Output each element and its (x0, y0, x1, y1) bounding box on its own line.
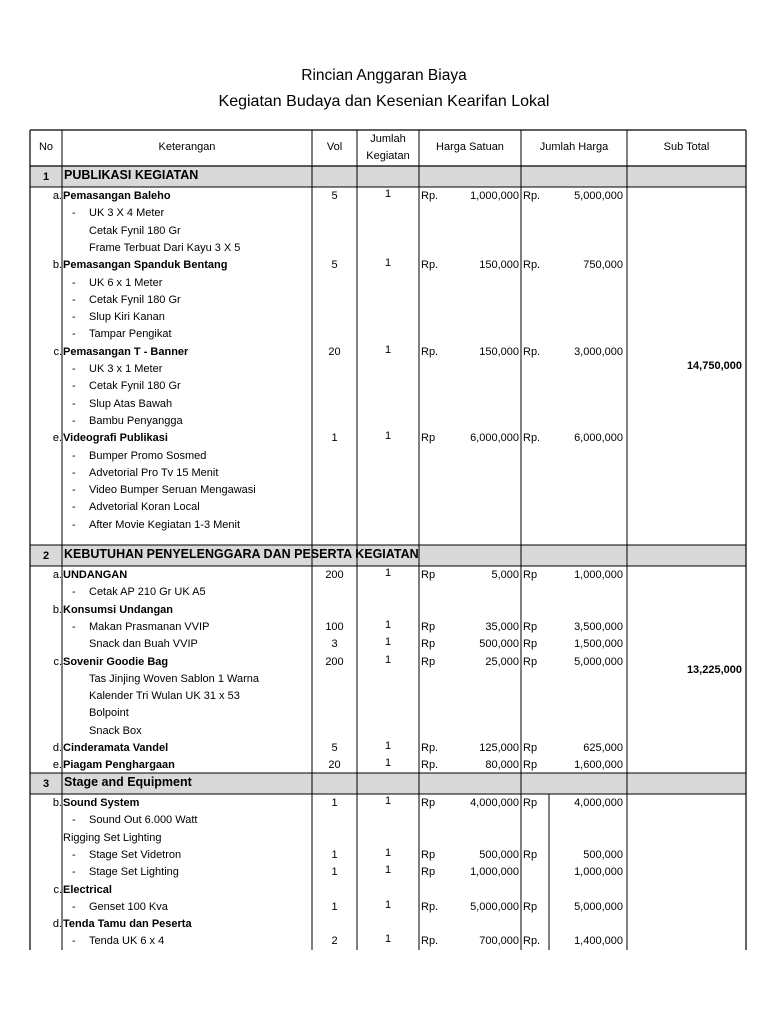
currency-label: Rp. (421, 759, 439, 772)
currency-label: Rp (523, 655, 538, 668)
header-jumlah-kegiatan-2: Kegiatan (366, 150, 410, 162)
item-letter: a. (52, 569, 62, 581)
bullet-dash: - (72, 466, 76, 479)
sub-item-label: Stage Set Videtron (89, 848, 182, 861)
bullet-dash: - (72, 935, 76, 948)
sub-item-label: Bambu Penyangga (89, 414, 183, 427)
item-label: UNDANGAN (63, 569, 128, 581)
jumlah-kegiatan-value: 1 (384, 567, 392, 579)
vol-value: 5 (331, 259, 338, 272)
sub-item-label: UK 3 x 1 Meter (89, 363, 163, 375)
sub-item-label: Frame Terbuat Dari Kayu 3 X 5 (89, 241, 241, 254)
item-label: Pemasangan T - Banner (63, 345, 189, 358)
sub-item-label: Tas Jinjing Woven Sablon 1 Warna (89, 672, 259, 685)
sub-item-label: Cetak Fynil 180 Gr (89, 380, 181, 393)
sub-item-label: Bumper Promo Sosmed (89, 449, 207, 462)
currency-label: Rp. (523, 432, 541, 445)
jumlah-kegiatan-value: 1 (384, 653, 392, 666)
currency-label: Rp (421, 866, 436, 879)
item-letter: d. (52, 742, 62, 754)
item-label: Pemasangan Spanduk Bentang (63, 259, 228, 272)
harga-satuan-value: 6,000,000 (470, 432, 519, 445)
item-letter: e. (52, 432, 62, 445)
sub-item-label: Cetak Fynil 180 Gr (89, 224, 181, 237)
jumlah-harga-value: 5,000,000 (574, 190, 623, 202)
sub-item-label: After Movie Kegiatan 1-3 Menit (89, 518, 241, 531)
harga-satuan-value: 500,000 (479, 638, 519, 651)
item-letter: b. (52, 259, 62, 272)
sub-item-label: Sound Out 6.000 Watt (89, 814, 198, 827)
sub-item-label: Kalender Tri Wulan UK 31 x 53 (89, 690, 240, 703)
jumlah-harga-value: 1,400,000 (574, 935, 623, 948)
currency-label: Rp (523, 638, 538, 651)
section-number: 2 (42, 550, 50, 562)
vol-value: 200 (325, 569, 344, 581)
sub-total-value: 14,750,000 (686, 360, 742, 372)
jumlah-harga-value: 625,000 (583, 742, 623, 754)
item-label: Cinderamata Vandel (63, 742, 169, 754)
jumlah-harga-value: 1,600,000 (574, 759, 623, 772)
currency-label: Rp (421, 848, 436, 861)
currency-label: Rp. (523, 935, 541, 948)
bullet-dash: - (72, 866, 76, 879)
bullet-dash: - (72, 484, 76, 497)
bullet-dash: - (72, 328, 76, 341)
sub-total-value: 13,225,000 (686, 663, 742, 676)
jumlah-kegiatan-value: 1 (384, 898, 392, 911)
section-title: KEBUTUHAN PENYELENGGARA DAN PESERTA KEGIATAN (64, 547, 419, 561)
item-letter: c. (53, 883, 62, 896)
vol-value: 20 (328, 345, 341, 358)
item-letter: b. (52, 603, 62, 616)
bullet-dash: - (72, 276, 76, 289)
item-letter: a. (52, 190, 62, 202)
section-title: Stage and Equipment (64, 775, 192, 789)
harga-satuan-value: 150,000 (479, 259, 519, 272)
vol-value: 1 (331, 866, 338, 879)
item-letter: d. (52, 918, 62, 931)
currency-label: Rp. (523, 190, 541, 202)
currency-label: Rp. (421, 190, 439, 202)
header-jumlah-kegiatan-1: Jumlah (370, 133, 406, 145)
header-vol: Vol (326, 141, 343, 153)
sub-item-label: Tampar Pengikat (89, 328, 172, 341)
harga-satuan-value: 500,000 (479, 848, 519, 861)
harga-satuan-value: 125,000 (479, 742, 519, 754)
vol-value: 2 (331, 935, 338, 948)
vol-value: 1 (331, 432, 338, 445)
jumlah-kegiatan-value: 1 (384, 757, 392, 770)
item-label: Electrical (63, 883, 112, 896)
bullet-dash: - (72, 620, 76, 633)
jumlah-kegiatan-value: 1 (384, 188, 392, 200)
bullet-dash: - (72, 848, 76, 861)
jumlah-kegiatan-value: 1 (384, 846, 392, 859)
sub-item-label: Stage Set Lighting (89, 866, 179, 879)
currency-label: Rp (421, 655, 436, 668)
item-label: Pemasangan Baleho (63, 190, 171, 202)
vol-value: 20 (328, 759, 341, 772)
currency-label: Rp (523, 742, 538, 754)
document-subtitle: Kegiatan Budaya dan Kesenian Kearifan Lokal (218, 93, 550, 110)
item-letter: b. (52, 797, 62, 809)
bullet-dash: - (72, 311, 76, 324)
sub-item-label: Bolpoint (89, 707, 129, 720)
jumlah-harga-value: 3,000,000 (574, 345, 623, 358)
section-number: 1 (42, 171, 50, 183)
bullet-dash: - (72, 518, 76, 531)
item-label: Sovenir Goodie Bag (63, 655, 169, 668)
currency-label: Rp (421, 638, 436, 651)
currency-label: Rp (523, 569, 538, 581)
currency-label: Rp. (421, 900, 439, 913)
jumlah-harga-value: 500,000 (583, 848, 623, 861)
currency-label: Rp (523, 900, 538, 913)
jumlah-kegiatan-value: 1 (384, 933, 392, 946)
jumlah-harga-value: 4,000,000 (574, 797, 623, 809)
currency-label: Rp (523, 848, 538, 861)
jumlah-kegiatan-value: 1 (384, 864, 392, 877)
jumlah-kegiatan-value: 1 (384, 740, 392, 752)
item-label: Sound System (63, 797, 140, 809)
sub-item-label: Rigging Set Lighting (63, 831, 162, 844)
harga-satuan-value: 5,000 (491, 569, 519, 581)
jumlah-kegiatan-value: 1 (384, 618, 392, 631)
header-harga-satuan: Harga Satuan (436, 141, 504, 153)
jumlah-harga-value: 1,000,000 (574, 569, 623, 581)
section-number: 3 (42, 778, 50, 790)
header-keterangan: Keterangan (158, 141, 216, 153)
bullet-dash: - (72, 207, 76, 220)
harga-satuan-value: 1,000,000 (470, 190, 519, 202)
section-title: PUBLIKASI KEGIATAN (64, 168, 199, 182)
currency-label: Rp (523, 759, 538, 772)
currency-label: Rp (523, 620, 538, 633)
sub-item-label: Makan Prasmanan VVIP (89, 620, 210, 633)
sub-item-label: Advetorial Koran Local (89, 501, 200, 514)
vol-value: 200 (325, 655, 344, 668)
bullet-dash: - (72, 414, 76, 427)
header-no: No (38, 141, 54, 153)
sub-item-label: Advetorial Pro Tv 15 Menit (89, 466, 219, 479)
currency-label: Rp. (421, 742, 439, 754)
document-title: Rincian Anggaran Biaya (301, 67, 467, 84)
bullet-dash: - (72, 501, 76, 514)
item-label: Piagam Penghargaan (63, 759, 175, 772)
harga-satuan-value: 1,000,000 (470, 866, 519, 879)
vol-value: 100 (325, 620, 344, 633)
bullet-dash: - (72, 814, 76, 827)
vol-value: 1 (331, 900, 338, 913)
harga-satuan-value: 5,000,000 (470, 900, 519, 913)
currency-label: Rp (421, 620, 436, 633)
sub-item-label: Cetak AP 210 Gr UK A5 (89, 586, 206, 599)
jumlah-kegiatan-value: 1 (384, 257, 392, 270)
currency-label: Rp. (421, 259, 439, 272)
sub-item-label: Slup Atas Bawah (89, 397, 173, 410)
bullet-dash: - (72, 293, 76, 306)
header-sub-total: Sub Total (663, 141, 710, 153)
currency-label: Rp. (421, 345, 439, 358)
jumlah-kegiatan-value: 1 (384, 636, 392, 649)
jumlah-harga-value: 3,500,000 (574, 620, 623, 633)
currency-label: Rp (523, 797, 538, 809)
jumlah-kegiatan-value: 1 (384, 430, 392, 443)
item-letter: c. (53, 655, 62, 668)
jumlah-harga-value: 1,000,000 (574, 866, 623, 879)
item-label: Tenda Tamu dan Peserta (63, 918, 192, 931)
item-label: Videografi Publikasi (63, 432, 168, 445)
bullet-dash: - (72, 900, 76, 913)
bullet-dash: - (72, 449, 76, 462)
item-letter: e. (52, 759, 62, 772)
jumlah-kegiatan-value: 1 (384, 795, 392, 807)
currency-label: Rp. (523, 259, 541, 272)
currency-label: Rp. (523, 345, 541, 358)
sub-item-label: Tenda UK 6 x 4 (89, 935, 165, 948)
harga-satuan-value: 35,000 (485, 620, 519, 633)
harga-satuan-value: 700,000 (479, 935, 519, 948)
sub-item-label: Snack dan Buah VVIP (89, 638, 198, 651)
harga-satuan-value: 150,000 (479, 345, 519, 358)
harga-satuan-value: 4,000,000 (470, 797, 519, 809)
jumlah-harga-value: 1,500,000 (574, 638, 623, 651)
currency-label: Rp (421, 569, 436, 581)
sub-item-label: UK 6 x 1 Meter (89, 276, 163, 289)
jumlah-harga-value: 5,000,000 (574, 900, 623, 913)
currency-label: Rp (421, 432, 436, 445)
vol-value: 3 (331, 638, 338, 651)
currency-label: Rp (421, 797, 436, 809)
sub-item-label: Snack Box (89, 724, 142, 737)
header-jumlah-harga: Jumlah Harga (539, 141, 609, 153)
vol-value: 5 (331, 190, 338, 202)
item-letter: c. (53, 345, 62, 358)
sub-item-label: Video Bumper Seruan Mengawasi (89, 484, 256, 497)
sub-item-label: UK 3 X 4 Meter (89, 207, 165, 220)
item-label: Konsumsi Undangan (63, 603, 174, 616)
harga-satuan-value: 80,000 (485, 759, 519, 772)
vol-value: 1 (331, 797, 338, 809)
bullet-dash: - (72, 586, 76, 599)
currency-label: Rp. (421, 935, 439, 948)
vol-value: 1 (331, 848, 338, 861)
harga-satuan-value: 25,000 (485, 655, 519, 668)
jumlah-harga-value: 5,000,000 (574, 655, 623, 668)
vol-value: 5 (331, 742, 338, 754)
bullet-dash: - (72, 363, 76, 375)
sub-item-label: Cetak Fynil 180 Gr (89, 293, 181, 306)
jumlah-harga-value: 6,000,000 (574, 432, 623, 445)
sub-item-label: Slup Kiri Kanan (89, 311, 165, 324)
bullet-dash: - (72, 397, 76, 410)
jumlah-kegiatan-value: 1 (384, 343, 392, 356)
jumlah-harga-value: 750,000 (583, 259, 623, 272)
sub-item-label: Genset 100 Kva (89, 900, 168, 913)
bullet-dash: - (72, 380, 76, 393)
